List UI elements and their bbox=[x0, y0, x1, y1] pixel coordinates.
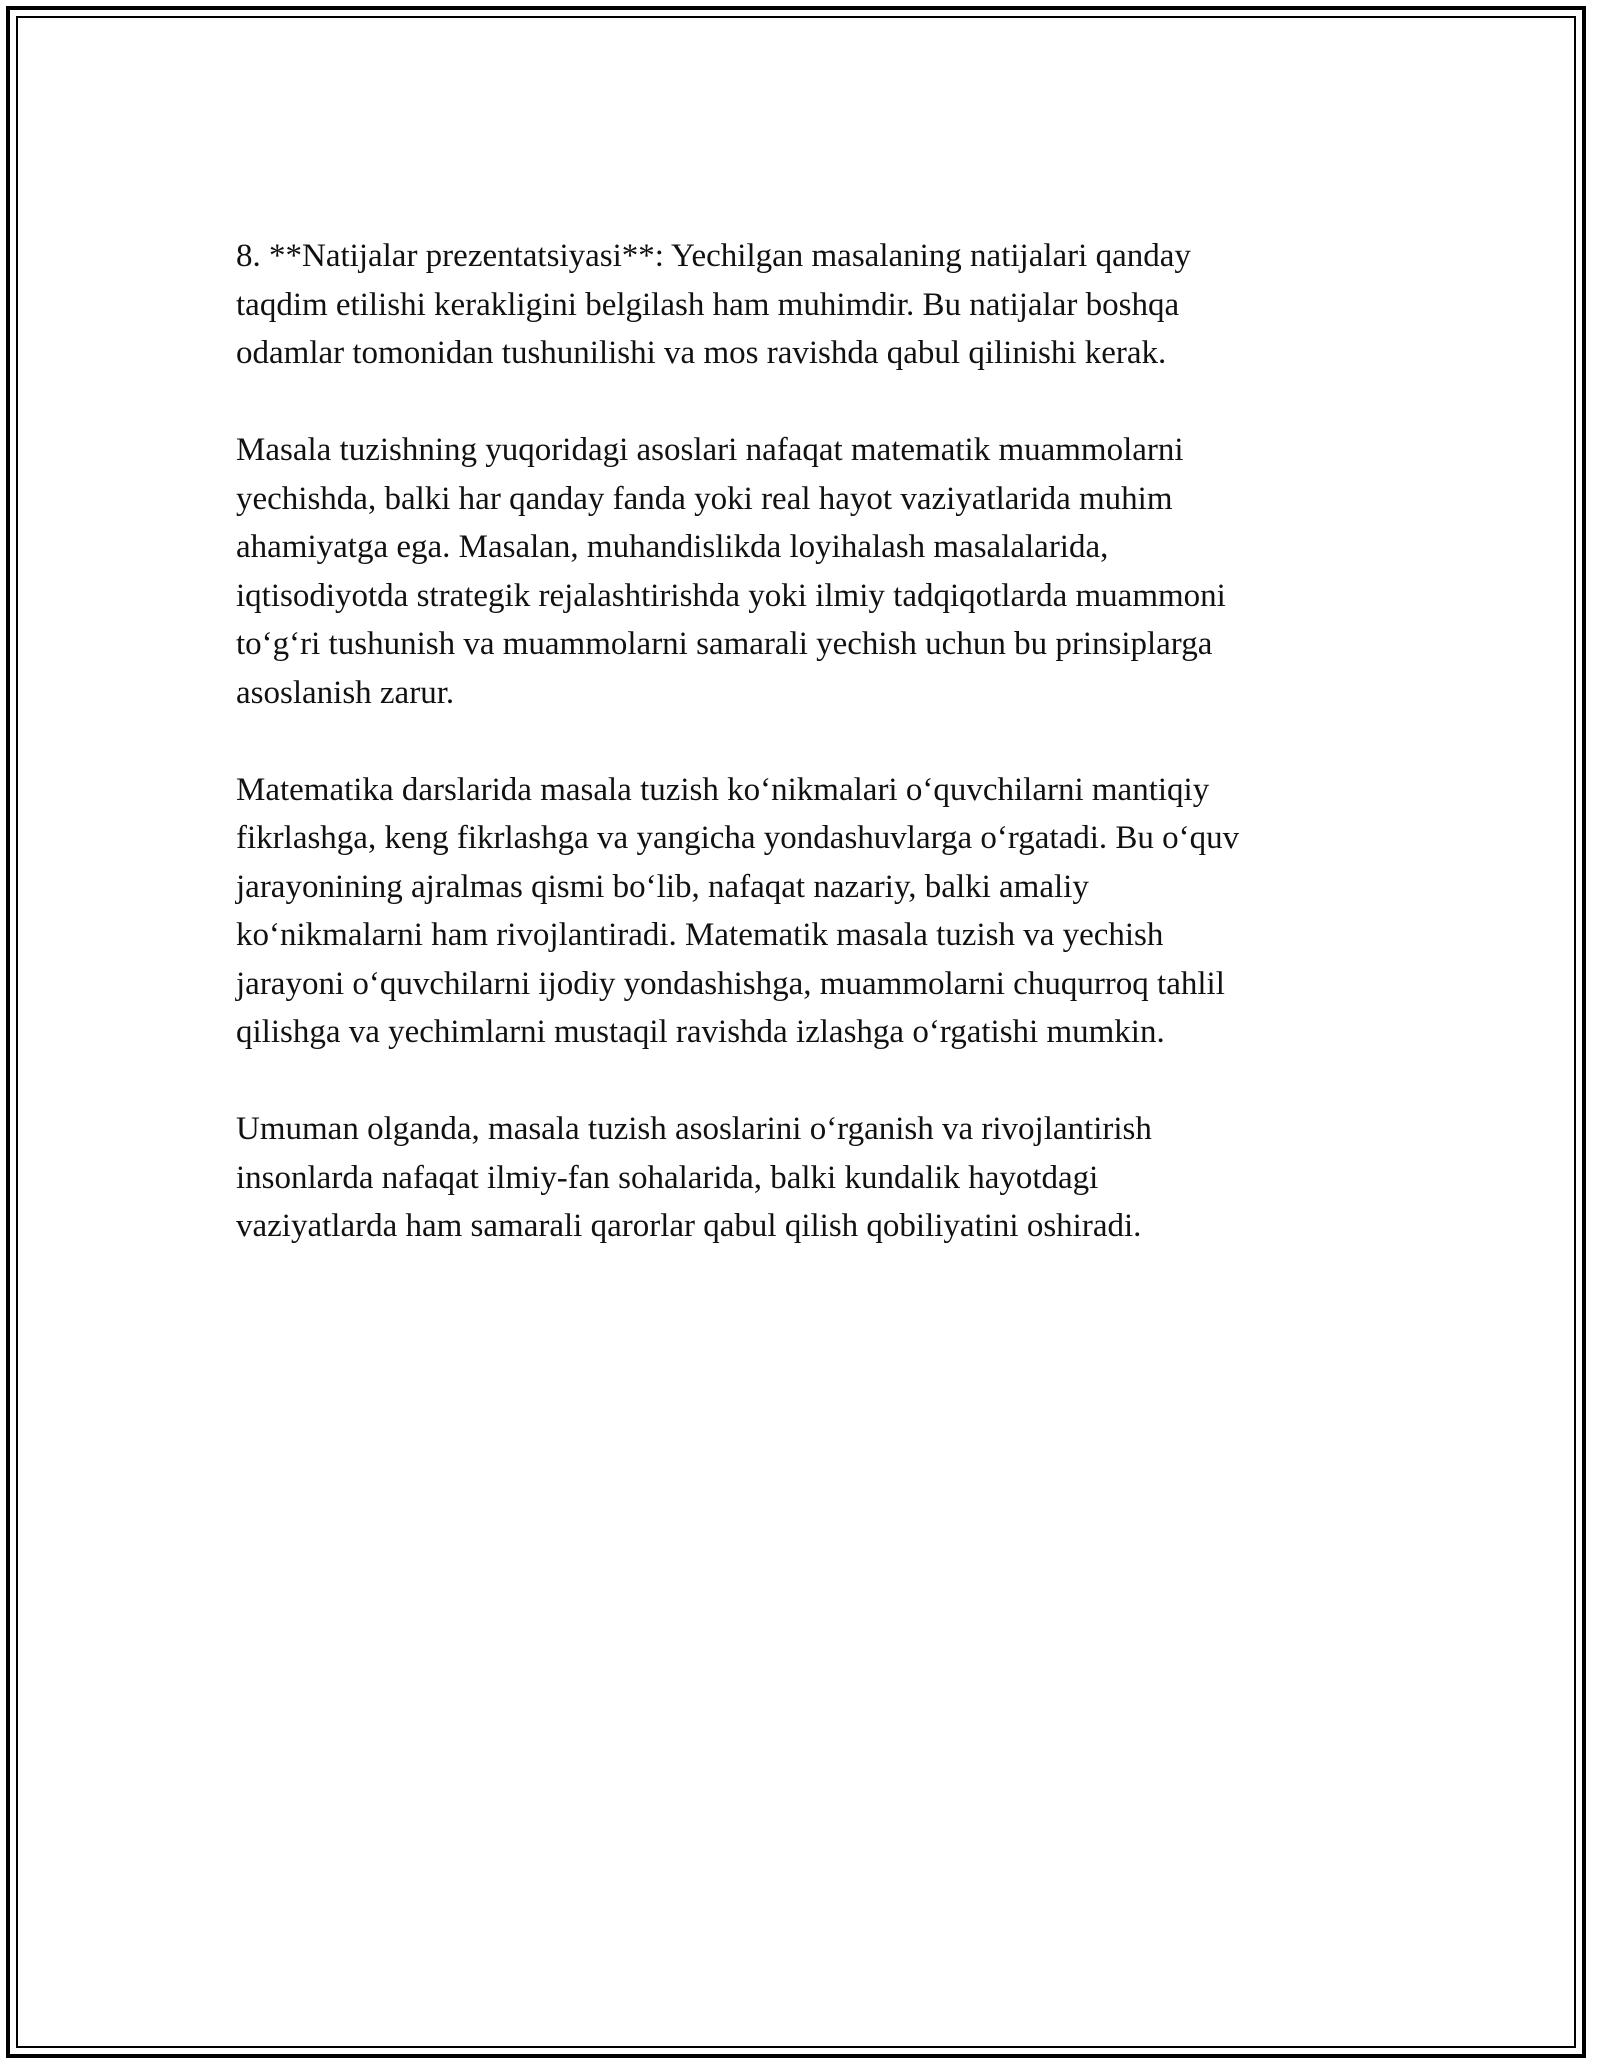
paragraph-foundations bbox=[236, 426, 1376, 717]
text-line: Matematika darslarida masala tuzish ko‘nikmalari o‘quvchilarni mantiqiy bbox=[236, 771, 1210, 808]
text-line: yechishda, balki har qanday fanda yoki real hayot vaziyatlarida muhim bbox=[236, 480, 1173, 517]
text-line: jarayoni o‘quvchilarni ijodiy yondashishga, muammolarni chuqurroq tahlil bbox=[236, 965, 1225, 1002]
text-line: qilishga va yechimlarni mustaqil ravishda izlashga o‘rgatishi mumkin. bbox=[236, 1014, 1165, 1050]
text-line: fikrlashga, keng fikrlashga va yangicha yondashuvlarga o‘rgatadi. Bu o‘quv bbox=[236, 820, 1240, 856]
text-line: insonlarda nafaqat ilmiy-fan sohalarida, balki kundalik hayotdagi bbox=[236, 1159, 1099, 1196]
text-line: iqtisodiyotda strategik rejalashtirishda yoki ilmiy tadqiqotlarda muammoni bbox=[236, 577, 1226, 614]
paragraph-math-lessons bbox=[236, 766, 1376, 1057]
text-line: jarayonining ajralmas qismi bo‘lib, nafaqat nazariy, balki amaliy bbox=[236, 868, 1089, 905]
text-line: Umuman olganda, masala tuzish asoslarini o‘rganish va rivojlantirish bbox=[236, 1111, 1152, 1147]
text-line: to‘g‘ri tushunish va muammolarni samarali yechish uchun bu prinsiplarga bbox=[236, 626, 1213, 662]
text-line: asoslanish zarur. bbox=[236, 674, 455, 711]
paragraph-conclusion bbox=[236, 1105, 1376, 1251]
text-line: taqdim etilishi kerakligini belgilash ham muhimdir. Bu natijalar boshqa bbox=[236, 286, 1180, 323]
document-body bbox=[236, 232, 1376, 1299]
text-line: ko‘nikmalarni ham rivojlantiradi. Matematik masala tuzish va yechish bbox=[236, 917, 1164, 953]
text-line: odamlar tomonidan tushunilishi va mos ravishda qabul qilinishi kerak. bbox=[236, 335, 1167, 371]
text-line: Masala tuzishning yuqoridagi asoslari nafaqat matematik muammolarni bbox=[236, 432, 1184, 468]
text-line: ahamiyatga ega. Masalan, muhandislikda loyihalash masalalarida, bbox=[236, 529, 1109, 565]
paragraph-results-presentation bbox=[236, 232, 1376, 378]
text-line: 8. **Natijalar prezentatsiyasi**: Yechilgan masalaning natijalari qanday bbox=[236, 238, 1191, 274]
text-line: vaziyatlarda ham samarali qarorlar qabul qilish qobiliyatini oshiradi. bbox=[236, 1208, 1142, 1244]
